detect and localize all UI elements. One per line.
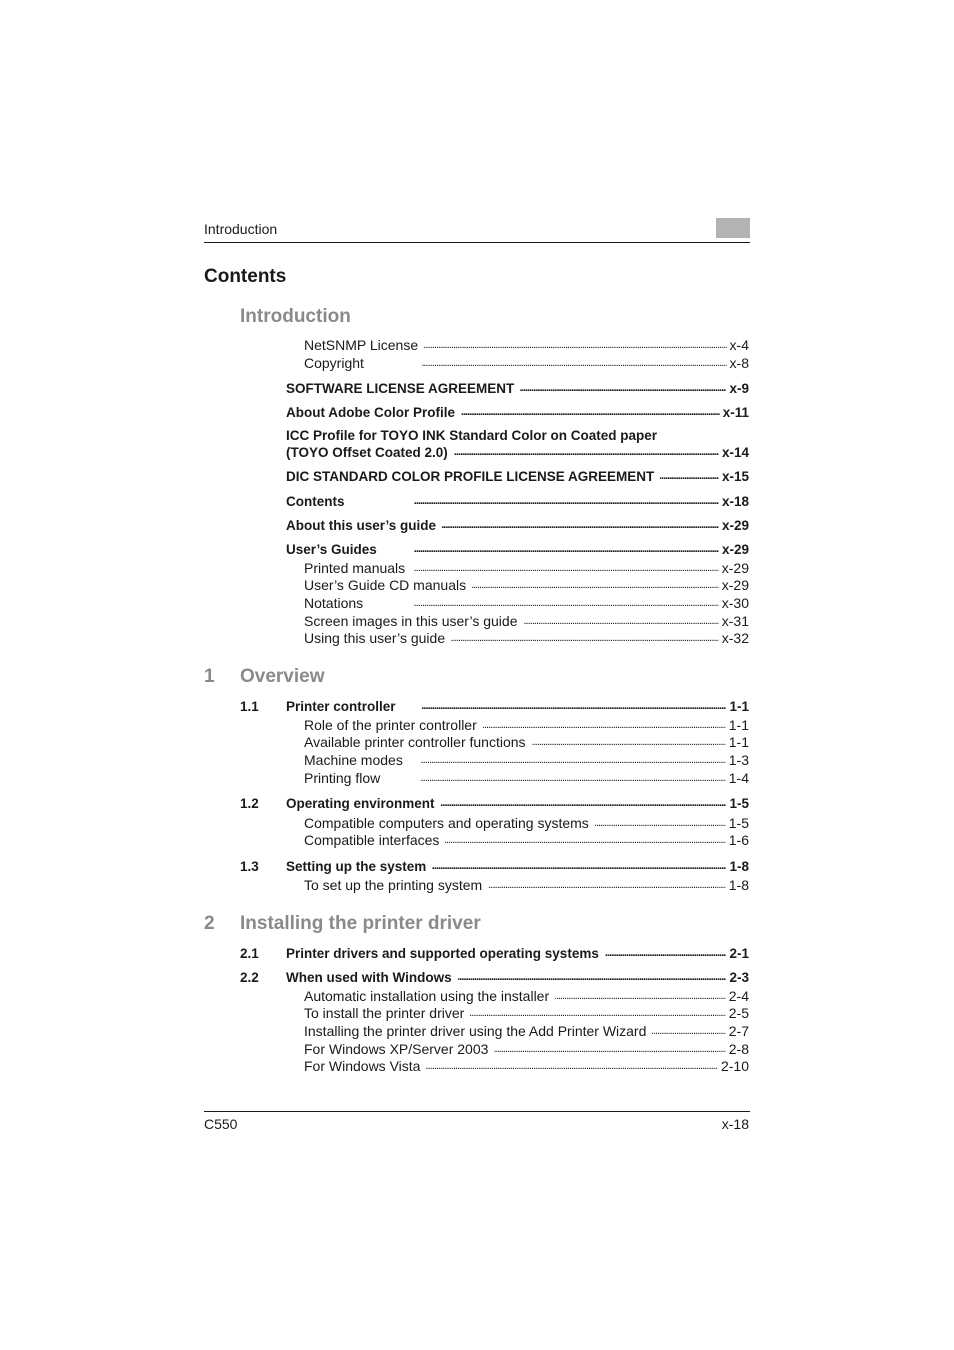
- toc-entry-label: Installing the printer driver using the Add Printer Wizard: [304, 1023, 647, 1039]
- toc-entry-first-line[interactable]: ICC Profile for TOYO INK Standard Color on Coated paper: [286, 428, 658, 443]
- toc-entry[interactable]: [304, 832, 749, 849]
- toc-entry-page: 1-1: [729, 699, 749, 714]
- toc-entry[interactable]: [304, 560, 749, 577]
- dot-leader: [432, 861, 726, 871]
- header-tab-marker: [716, 218, 750, 238]
- toc-entry[interactable]: [304, 630, 749, 647]
- toc-entry-label: Printing flow: [304, 770, 381, 786]
- toc-entry-page: x-29: [721, 577, 749, 593]
- dot-leader: [605, 948, 727, 958]
- toc-entry[interactable]: [286, 404, 749, 421]
- toc-entry[interactable]: [286, 858, 749, 875]
- dot-leader: [520, 383, 726, 393]
- toc-entry-label: Printer controller: [286, 699, 396, 714]
- toc-entry-label: NetSNMP License: [304, 337, 419, 353]
- toc-entry-page: x-30: [721, 595, 749, 611]
- subsection-number: 2.1: [240, 946, 259, 961]
- toc-entry[interactable]: [286, 493, 749, 510]
- dot-leader: [383, 544, 719, 554]
- dot-leader: [555, 991, 726, 1001]
- toc-entry[interactable]: [304, 1023, 749, 1040]
- subsection-number: 2.2: [240, 970, 259, 985]
- toc-entry-label: Compatible interfaces: [304, 832, 440, 848]
- section-title: Introduction: [240, 306, 351, 327]
- toc-entry-page: x-14: [721, 445, 749, 460]
- section-number: 1: [204, 666, 215, 687]
- toc-entry-page: 1-1: [728, 717, 749, 733]
- toc-entry-page: 2-1: [729, 946, 749, 961]
- toc-entry[interactable]: [286, 541, 749, 558]
- toc-entry-page: 1-4: [728, 770, 749, 786]
- toc-entry-page: x-4: [729, 337, 749, 353]
- toc-entry[interactable]: [304, 717, 749, 734]
- toc-entry-label: (TOYO Offset Coated 2.0): [286, 445, 448, 460]
- dot-leader: [351, 496, 719, 506]
- dot-leader: [660, 471, 719, 481]
- toc-entry-page: x-31: [721, 613, 749, 629]
- toc-entry-page: 2-7: [728, 1023, 749, 1039]
- dot-leader: [411, 563, 719, 573]
- toc-entry[interactable]: [286, 969, 749, 986]
- section-title: Overview: [240, 666, 325, 687]
- toc-entry-label: Automatic installation using the installer: [304, 988, 550, 1004]
- toc-entry[interactable]: [304, 770, 749, 787]
- toc-entry-page: x-15: [721, 469, 749, 484]
- dot-leader: [441, 798, 727, 808]
- toc-entry-label: For Windows XP/Server 2003: [304, 1041, 489, 1057]
- toc-entry-label: Operating environment: [286, 796, 435, 811]
- dot-leader: [458, 972, 727, 982]
- dot-leader: [595, 818, 726, 828]
- dot-leader: [370, 358, 727, 368]
- toc-entry-page: 1-1: [728, 734, 749, 750]
- toc-entry-label: Compatible computers and operating systems: [304, 815, 589, 831]
- dot-leader: [461, 407, 720, 417]
- running-header: Introduction: [204, 221, 278, 237]
- toc-entry-label: Notations: [304, 595, 364, 611]
- toc-entry-page: 2-5: [728, 1005, 749, 1021]
- toc-entry-label: Available printer controller functions: [304, 734, 526, 750]
- toc-entry-page: 1-8: [728, 877, 749, 893]
- dot-leader: [488, 880, 726, 890]
- dot-leader: [445, 835, 725, 845]
- toc-entry-page: 1-3: [728, 752, 749, 768]
- toc-entry[interactable]: [304, 877, 749, 894]
- subsection-number: 1.3: [240, 859, 259, 874]
- toc-entry[interactable]: [286, 517, 749, 534]
- toc-entry-label: Machine modes: [304, 752, 403, 768]
- dot-leader: [494, 1044, 725, 1054]
- toc-entry-page: 2-10: [720, 1058, 749, 1074]
- toc-entry-page: x-18: [721, 494, 749, 509]
- toc-entry-label: Printer drivers and supported operating systems: [286, 946, 599, 961]
- toc-entry[interactable]: [304, 355, 749, 372]
- toc-entry-page: 2-4: [728, 988, 749, 1004]
- toc-entry-page: 1-6: [728, 832, 749, 848]
- header-rule: [204, 242, 750, 243]
- toc-entry-label: Printed manuals: [304, 560, 406, 576]
- toc-entry[interactable]: [286, 444, 749, 461]
- toc-entry-page: x-8: [729, 355, 749, 371]
- toc-entry[interactable]: [304, 988, 749, 1005]
- toc-entry[interactable]: [286, 945, 749, 962]
- toc-entry-label: To install the printer driver: [304, 1005, 465, 1021]
- toc-entry[interactable]: [304, 577, 749, 594]
- toc-entry-page: x-32: [721, 630, 749, 646]
- dot-leader: [409, 755, 726, 765]
- dot-leader: [386, 773, 726, 783]
- toc-entry[interactable]: [304, 613, 749, 630]
- section-title: Installing the printer driver: [240, 913, 481, 934]
- subsection-number: 1.2: [240, 796, 259, 811]
- toc-entry-label: Contents: [286, 494, 345, 509]
- dot-leader: [451, 633, 719, 643]
- dot-leader: [426, 1061, 718, 1071]
- footer-page-number: x-18: [721, 1116, 749, 1132]
- toc-entry[interactable]: [286, 380, 749, 397]
- toc-entry-label: About Adobe Color Profile: [286, 405, 455, 420]
- toc-entry-label: When used with Windows: [286, 970, 452, 985]
- page-title: Contents: [204, 266, 287, 287]
- toc-entry[interactable]: [304, 815, 749, 832]
- toc-entry-page: x-9: [729, 381, 749, 396]
- dot-leader: [472, 580, 719, 590]
- toc-entry-page: x-11: [722, 405, 749, 420]
- toc-entry[interactable]: [286, 468, 749, 485]
- toc-entry-label: DIC STANDARD COLOR PROFILE LICENSE AGREEMENT: [286, 469, 655, 484]
- dot-leader: [652, 1026, 725, 1036]
- dot-leader: [442, 520, 719, 530]
- toc-entry-page: 2-8: [728, 1041, 749, 1057]
- toc-entry[interactable]: [304, 1005, 749, 1022]
- toc-entry-label: For Windows Vista: [304, 1058, 421, 1074]
- toc-entry-page: 1-8: [729, 859, 749, 874]
- subsection-number: 1.1: [240, 699, 259, 714]
- toc-entry-page: x-29: [721, 518, 749, 533]
- toc-entry-label: About this user’s guide: [286, 518, 437, 533]
- toc-entry[interactable]: [304, 1058, 749, 1075]
- toc-entry-page: 1-5: [729, 796, 749, 811]
- toc-entry[interactable]: [304, 337, 749, 354]
- footer-model: C550: [204, 1116, 238, 1132]
- dot-leader: [424, 340, 726, 350]
- toc-entry-label: To set up the printing system: [304, 877, 483, 893]
- toc-entry-page: 2-3: [729, 970, 749, 985]
- toc-entry-page: x-29: [721, 560, 749, 576]
- toc-entry-label: Setting up the system: [286, 859, 427, 874]
- toc-entry-label: User’s Guide CD manuals: [304, 577, 467, 593]
- toc-entry-label: Screen images in this user’s guide: [304, 613, 518, 629]
- dot-leader: [369, 598, 719, 608]
- dot-leader: [402, 701, 727, 711]
- footer-rule: [204, 1111, 750, 1112]
- toc-entry[interactable]: [304, 734, 749, 751]
- toc-entry[interactable]: [304, 752, 749, 769]
- dot-leader: [470, 1008, 725, 1018]
- dot-leader: [524, 616, 719, 626]
- toc-entry-label: Copyright: [304, 355, 364, 371]
- toc-entry-page: 1-5: [728, 815, 749, 831]
- toc-entry-label: User’s Guides: [286, 542, 377, 557]
- toc-entry[interactable]: [304, 595, 749, 612]
- section-number: 2: [204, 913, 215, 934]
- toc-entry-label: Using this user’s guide: [304, 630, 446, 646]
- toc-entry-page: x-29: [721, 542, 749, 557]
- dot-leader: [454, 447, 719, 457]
- toc-entry-label: SOFTWARE LICENSE AGREEMENT: [286, 381, 515, 396]
- toc-entry[interactable]: [304, 1041, 749, 1058]
- dot-leader: [532, 737, 726, 747]
- toc-entry[interactable]: [286, 795, 749, 812]
- dot-leader: [483, 720, 726, 730]
- toc-entry[interactable]: [286, 698, 749, 715]
- toc-entry-label: Role of the printer controller: [304, 717, 477, 733]
